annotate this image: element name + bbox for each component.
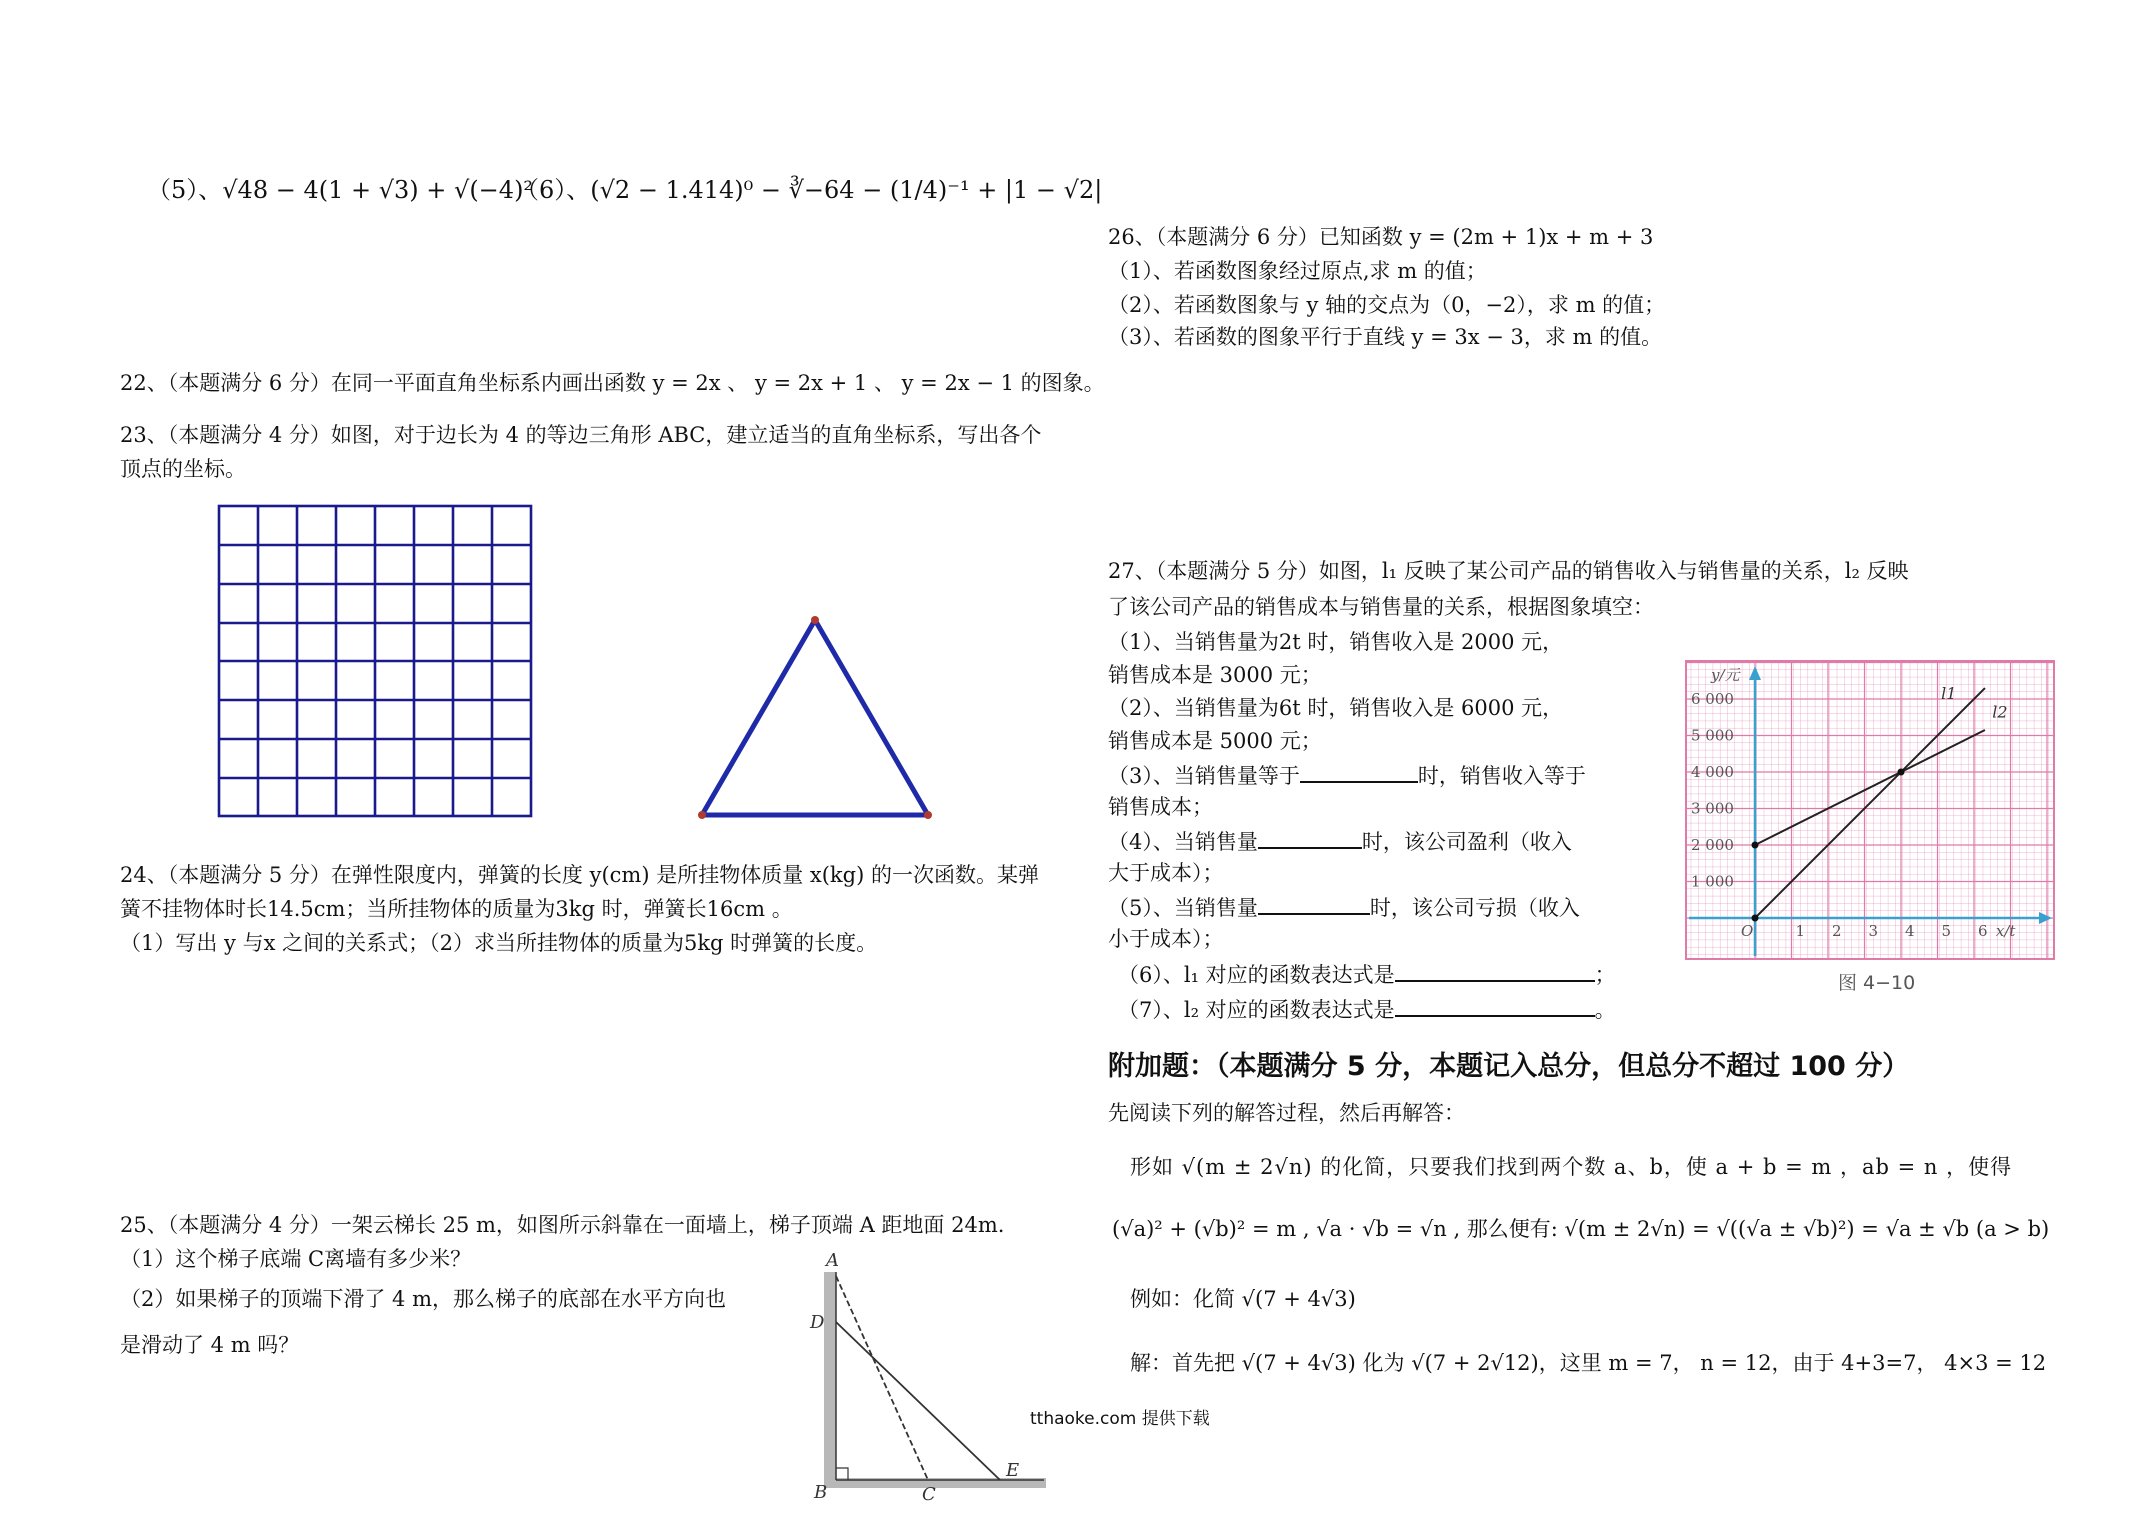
y-tick-label: 5 000 <box>1691 726 1734 745</box>
x-tick-label: O <box>1741 922 1754 940</box>
x-tick-label: 4 <box>1905 922 1915 940</box>
x-axis-label: x/t <box>1995 922 2016 940</box>
q27-2-a: （2）、当销售量为6t 时，销售收入是 6000 元， <box>1108 696 1564 720</box>
q23-line1: 23、（本题满分 4 分）如图，对于边长为 4 的等边三角形 ABC，建立适当的直角坐标系，写出各个 <box>120 423 1042 447</box>
q27-3-b: 销售成本； <box>1108 795 1213 819</box>
x-tick-label: 5 <box>1941 922 1952 940</box>
q27-4-suffix: 时，该公司盈利（收入 <box>1361 830 1572 854</box>
q27-line1: 27、（本题满分 5 分）如图，l₁ 反映了某公司产品的销售收入与销售量的关系，l₂ 反映 <box>1108 559 1909 583</box>
q21-part5: （5）、√48 − 4(1 + √3) + √(−4)² <box>147 176 534 204</box>
bonus-line1: 形如 √(m ± 2√n) 的化简，只要我们找到两个数 a、b，使 a + b = m ，ab = n ，使得 <box>1130 1155 2013 1179</box>
q24-line3: （1）写出 y 与x 之间的关系式；（2）求当所挂物体的质量为5kg 时弹簧的长度。 <box>120 931 878 955</box>
q27-5-suffix: 时，该公司亏损（收入 <box>1369 896 1580 920</box>
q27-6-prefix: （6）、l₁ 对应的函数表达式是 <box>1118 963 1395 987</box>
q25-line4: 是滑动了 4 m 吗？ <box>120 1333 300 1357</box>
footer-credit: tthaoke.com 提供下载 <box>1030 1409 1210 1429</box>
ladder-figure <box>810 1250 1050 1505</box>
data-point <box>1752 915 1759 922</box>
q27-4-b: 大于成本）； <box>1108 861 1224 885</box>
sales-chart <box>1685 660 2055 960</box>
q25-line2: （1）这个梯子底端 C离墙有多少米？ <box>120 1247 472 1271</box>
y-tick-label: 1 000 <box>1691 872 1734 891</box>
q27-4-blank[interactable] <box>1258 825 1362 849</box>
bonus-title: 附加题：（本题满分 5 分，本题记入总分，但总分不超过 100 分） <box>1108 1051 1910 1082</box>
q27-4-prefix: （4）、当销售量 <box>1108 830 1258 854</box>
q27-line2: 了该公司产品的销售成本与销售量的关系，根据图象填空： <box>1108 595 1654 619</box>
q27-5-blank[interactable] <box>1258 891 1370 915</box>
q27-5-b: 小于成本）； <box>1108 927 1224 951</box>
label-d: D <box>810 1312 825 1333</box>
x-tick-label: 6 <box>1978 922 1988 940</box>
y-tick-label: 3 000 <box>1691 799 1734 818</box>
x-tick-label: 2 <box>1832 922 1842 940</box>
bonus-line2: (√a)² + (√b)² = m , √a · √b = √n , 那么便有: √(m ± 2√n) = √((√a ± √b)²) = √a ± √b (a > b) <box>1112 1217 2050 1241</box>
q24-line1: 24、（本题满分 5 分）在弹性限度内，弹簧的长度 y(cm) 是所挂物体质量 x(kg) 的一次函数。某弹 <box>120 863 1039 887</box>
q27-1-a: （1）、当销售量为2t 时，销售收入是 2000 元， <box>1108 630 1564 654</box>
y-tick-label: 2 000 <box>1691 836 1734 854</box>
coordinate-grid <box>218 505 532 817</box>
q26-line3: （3）、若函数的图象平行于直线 y = 3x − 3，求 m 的值。 <box>1108 325 1663 349</box>
y-axis-label: y/元 <box>1711 666 1740 684</box>
x-tick-label: 3 <box>1868 922 1879 940</box>
q22-text: 22、（本题满分 6 分）在同一平面直角坐标系内画出函数 y = 2x 、 y = 2x + 1 、 y = 2x − 1 的图象。 <box>120 371 1105 395</box>
q27-7-prefix: （7）、l₂ 对应的函数表达式是 <box>1118 998 1395 1022</box>
q27-6-suffix: ； <box>1594 963 1616 987</box>
q26-line2: （2）、若函数图象与 y 轴的交点为（0，−2），求 m 的值； <box>1108 293 1666 317</box>
q24-line2: 簧不挂物体时长14.5cm；当所挂物体的质量为3kg 时，弹簧长16cm 。 <box>120 897 793 921</box>
q27-2-b: 销售成本是 5000 元； <box>1108 729 1322 753</box>
label-e: E <box>1006 1460 1020 1481</box>
q27-1-b: 销售成本是 3000 元； <box>1108 663 1322 687</box>
label-c: C <box>922 1484 936 1505</box>
series-label-l2: l2 <box>1992 702 2008 722</box>
q27-3-line <box>1108 759 1586 791</box>
q26-line0: 26、（本题满分 6 分）已知函数 y = (2m + 1)x + m + 3 <box>1108 225 1654 249</box>
data-point <box>1898 769 1905 776</box>
q23-line2: 顶点的坐标。 <box>120 457 246 481</box>
equilateral-triangle <box>690 610 940 825</box>
bonus-line4: 解：首先把 √(7 + 4√3) 化为 √(7 + 2√12)，这里 m = 7， n = 12，由于 4+3=7， 4×3 = 12 <box>1130 1351 2047 1375</box>
data-point <box>1752 842 1759 849</box>
label-b: B <box>814 1482 828 1503</box>
q27-7-suffix: 。 <box>1594 998 1616 1022</box>
x-tick-label: 1 <box>1795 922 1806 940</box>
y-tick-label: 4 000 <box>1691 763 1734 781</box>
bonus-read: 先阅读下列的解答过程，然后再解答： <box>1108 1101 1465 1125</box>
q27-3-blank[interactable] <box>1300 759 1418 783</box>
q27-3-prefix: （3）、当销售量等于 <box>1108 764 1300 788</box>
q25-line1: 25、（本题满分 4 分）一架云梯长 25 m，如图所示斜靠在一面墙上，梯子顶端 A 距地面 24m. <box>120 1213 1005 1237</box>
q27-6-blank[interactable] <box>1395 958 1595 982</box>
series-label-l1: l1 <box>1941 684 1957 703</box>
q27-6-line <box>1118 958 1616 990</box>
figure-caption: 图 4−10 <box>1838 972 1916 994</box>
q27-4-line <box>1108 825 1572 857</box>
bonus-line3: 例如：化简 √(7 + 4√3) <box>1130 1287 1356 1311</box>
q21-part6: （6）、(√2 − 1.414)⁰ − ∛−64 − (1/4)⁻¹ + |1 − √2| <box>515 176 1103 204</box>
q27-5-prefix: （5）、当销售量 <box>1108 896 1258 920</box>
q27-5-line <box>1108 891 1580 923</box>
q25-line3: （2）如果梯子的顶端下滑了 4 m，那么梯子的底部在水平方向也 <box>120 1287 726 1311</box>
q27-7-line <box>1118 993 1616 1025</box>
label-a: A <box>826 1250 839 1271</box>
q27-3-suffix: 时，销售收入等于 <box>1417 764 1586 788</box>
q27-7-blank[interactable] <box>1395 993 1595 1017</box>
y-tick-label: 6 000 <box>1691 690 1734 708</box>
q26-line1: （1）、若函数图象经过原点,求 m 的值； <box>1108 259 1487 283</box>
